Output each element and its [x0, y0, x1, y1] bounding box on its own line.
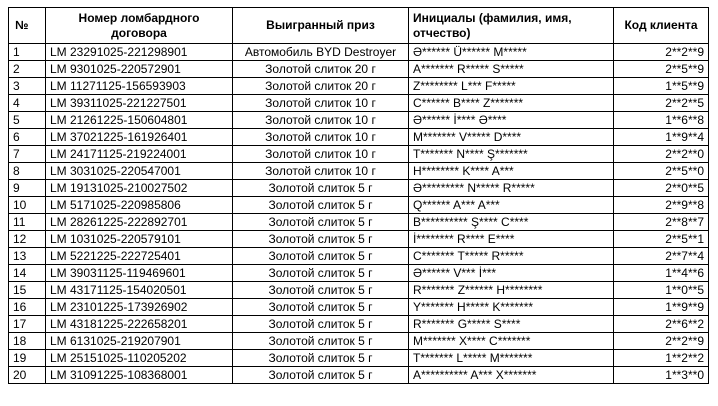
- cell-prize: Золотой слиток 5 г: [233, 316, 409, 333]
- cell-client-code: 2**9**8: [614, 197, 709, 214]
- cell-contract: LM 23291025-221298901: [46, 44, 233, 61]
- cell-client-code: 2**2**9: [614, 333, 709, 350]
- winners-table: [8, 7, 709, 384]
- cell-number: 10: [9, 197, 46, 214]
- cell-number: 11: [9, 214, 46, 231]
- cell-number: 6: [9, 129, 46, 146]
- table-row: [9, 78, 709, 95]
- cell-number: 19: [9, 350, 46, 367]
- cell-number: 13: [9, 248, 46, 265]
- header-contract: Номер ломбардного договора: [46, 8, 233, 44]
- cell-initials: İ******** R**** E****: [409, 231, 614, 248]
- table-row: [9, 61, 709, 78]
- cell-initials: Ə********* N***** R*****: [409, 180, 614, 197]
- cell-client-code: 2**5**9: [614, 61, 709, 78]
- cell-initials: Y******* H***** K*******: [409, 299, 614, 316]
- cell-client-code: 2**2**9: [614, 44, 709, 61]
- table-row: [9, 180, 709, 197]
- cell-initials: M******* X**** C*******: [409, 333, 614, 350]
- cell-contract: LM 21261225-150604801: [46, 112, 233, 129]
- table-row: [9, 316, 709, 333]
- cell-contract: LM 23101225-173926902: [46, 299, 233, 316]
- cell-contract: LM 6131025-219207901: [46, 333, 233, 350]
- table-body: [9, 44, 709, 384]
- cell-number: 14: [9, 265, 46, 282]
- cell-client-code: 2**6**2: [614, 316, 709, 333]
- cell-number: 9: [9, 180, 46, 197]
- cell-contract: LM 28261225-222892701: [46, 214, 233, 231]
- table-row: [9, 44, 709, 61]
- cell-number: 20: [9, 367, 46, 384]
- cell-contract: LM 37021225-161926401: [46, 129, 233, 146]
- cell-number: 7: [9, 146, 46, 163]
- table-row: [9, 350, 709, 367]
- cell-initials: B********** Ş**** C****: [409, 214, 614, 231]
- cell-client-code: 1**0**5: [614, 282, 709, 299]
- cell-client-code: 1**3**0: [614, 367, 709, 384]
- cell-client-code: 1**9**9: [614, 299, 709, 316]
- table-row: [9, 95, 709, 112]
- cell-client-code: 2**5**1: [614, 231, 709, 248]
- cell-contract: LM 25151025-110205202: [46, 350, 233, 367]
- cell-client-code: 2**7**4: [614, 248, 709, 265]
- cell-number: 2: [9, 61, 46, 78]
- cell-number: 18: [9, 333, 46, 350]
- table-row: [9, 248, 709, 265]
- table-row: [9, 367, 709, 384]
- header-number: №: [9, 8, 46, 44]
- cell-number: 1: [9, 44, 46, 61]
- cell-initials: Ə****** Ü****** M*****: [409, 44, 614, 61]
- cell-client-code: 2**8**7: [614, 214, 709, 231]
- cell-prize: Золотой слиток 5 г: [233, 350, 409, 367]
- cell-prize: Автомобиль BYD Destroyer: [233, 44, 409, 61]
- cell-initials: Ə****** İ**** Ə****: [409, 112, 614, 129]
- cell-prize: Золотой слиток 20 г: [233, 78, 409, 95]
- cell-initials: T******* N**** Ş*******: [409, 146, 614, 163]
- header-client-code: Код клиента: [614, 8, 709, 44]
- cell-number: 17: [9, 316, 46, 333]
- cell-contract: LM 5171025-220985806: [46, 197, 233, 214]
- header-initials: Инициалы (фамилия, имя, отчество): [409, 8, 614, 44]
- header-prize: Выигранный приз: [233, 8, 409, 44]
- cell-contract: LM 1031025-220579101: [46, 231, 233, 248]
- table-row: [9, 214, 709, 231]
- cell-client-code: 2**5**0: [614, 163, 709, 180]
- table-row: [9, 163, 709, 180]
- cell-prize: Золотой слиток 5 г: [233, 299, 409, 316]
- cell-initials: R******* Z****** H********: [409, 282, 614, 299]
- cell-prize: Золотой слиток 5 г: [233, 333, 409, 350]
- table-header-row: [9, 8, 709, 44]
- cell-contract: LM 39031125-119469601: [46, 265, 233, 282]
- cell-prize: Золотой слиток 10 г: [233, 146, 409, 163]
- cell-contract: LM 24171125-219224001: [46, 146, 233, 163]
- cell-contract: LM 39311025-221227501: [46, 95, 233, 112]
- cell-prize: Золотой слиток 10 г: [233, 129, 409, 146]
- cell-initials: T******* L***** M*******: [409, 350, 614, 367]
- cell-number: 4: [9, 95, 46, 112]
- table-row: [9, 333, 709, 350]
- cell-prize: Золотой слиток 10 г: [233, 163, 409, 180]
- cell-contract: LM 9301025-220572901: [46, 61, 233, 78]
- cell-initials: C****** B**** Z*******: [409, 95, 614, 112]
- cell-prize: Золотой слиток 10 г: [233, 95, 409, 112]
- cell-number: 8: [9, 163, 46, 180]
- cell-client-code: 1**4**6: [614, 265, 709, 282]
- cell-initials: C******* T***** R*****: [409, 248, 614, 265]
- cell-prize: Золотой слиток 5 г: [233, 367, 409, 384]
- cell-prize: Золотой слиток 5 г: [233, 265, 409, 282]
- cell-client-code: 2**2**5: [614, 95, 709, 112]
- table-row: [9, 197, 709, 214]
- cell-contract: LM 3031025-220547001: [46, 163, 233, 180]
- cell-client-code: 1**9**4: [614, 129, 709, 146]
- cell-contract: LM 11271125-156593903: [46, 78, 233, 95]
- cell-prize: Золотой слиток 5 г: [233, 197, 409, 214]
- cell-prize: Золотой слиток 5 г: [233, 282, 409, 299]
- cell-contract: LM 19131025-210027502: [46, 180, 233, 197]
- cell-contract: LM 5221225-222725401: [46, 248, 233, 265]
- cell-client-code: 1**6**8: [614, 112, 709, 129]
- cell-number: 12: [9, 231, 46, 248]
- cell-prize: Золотой слиток 20 г: [233, 61, 409, 78]
- cell-initials: H******** K**** A***: [409, 163, 614, 180]
- cell-initials: A********** A*** X*******: [409, 367, 614, 384]
- cell-initials: Ə****** V*** İ***: [409, 265, 614, 282]
- cell-contract: LM 31091225-108368001: [46, 367, 233, 384]
- cell-prize: Золотой слиток 5 г: [233, 214, 409, 231]
- cell-initials: Q****** A*** A***: [409, 197, 614, 214]
- table-row: [9, 282, 709, 299]
- cell-number: 15: [9, 282, 46, 299]
- cell-initials: M******* V***** D****: [409, 129, 614, 146]
- cell-number: 16: [9, 299, 46, 316]
- table-row: [9, 112, 709, 129]
- table-row: [9, 265, 709, 282]
- cell-number: 3: [9, 78, 46, 95]
- cell-prize: Золотой слиток 5 г: [233, 180, 409, 197]
- cell-number: 5: [9, 112, 46, 129]
- table-row: [9, 299, 709, 316]
- cell-client-code: 1**5**9: [614, 78, 709, 95]
- cell-client-code: 2**2**0: [614, 146, 709, 163]
- table-row: [9, 129, 709, 146]
- cell-prize: Золотой слиток 10 г: [233, 112, 409, 129]
- cell-client-code: 2**0**5: [614, 180, 709, 197]
- table-row: [9, 146, 709, 163]
- cell-client-code: 1**2**2: [614, 350, 709, 367]
- cell-initials: A******* R***** S*****: [409, 61, 614, 78]
- cell-contract: LM 43171125-154020501: [46, 282, 233, 299]
- cell-prize: Золотой слиток 5 г: [233, 231, 409, 248]
- cell-initials: Z******** L*** F*****: [409, 78, 614, 95]
- cell-prize: Золотой слиток 5 г: [233, 248, 409, 265]
- cell-initials: R******* G***** S****: [409, 316, 614, 333]
- cell-contract: LM 43181225-222658201: [46, 316, 233, 333]
- table-row: [9, 231, 709, 248]
